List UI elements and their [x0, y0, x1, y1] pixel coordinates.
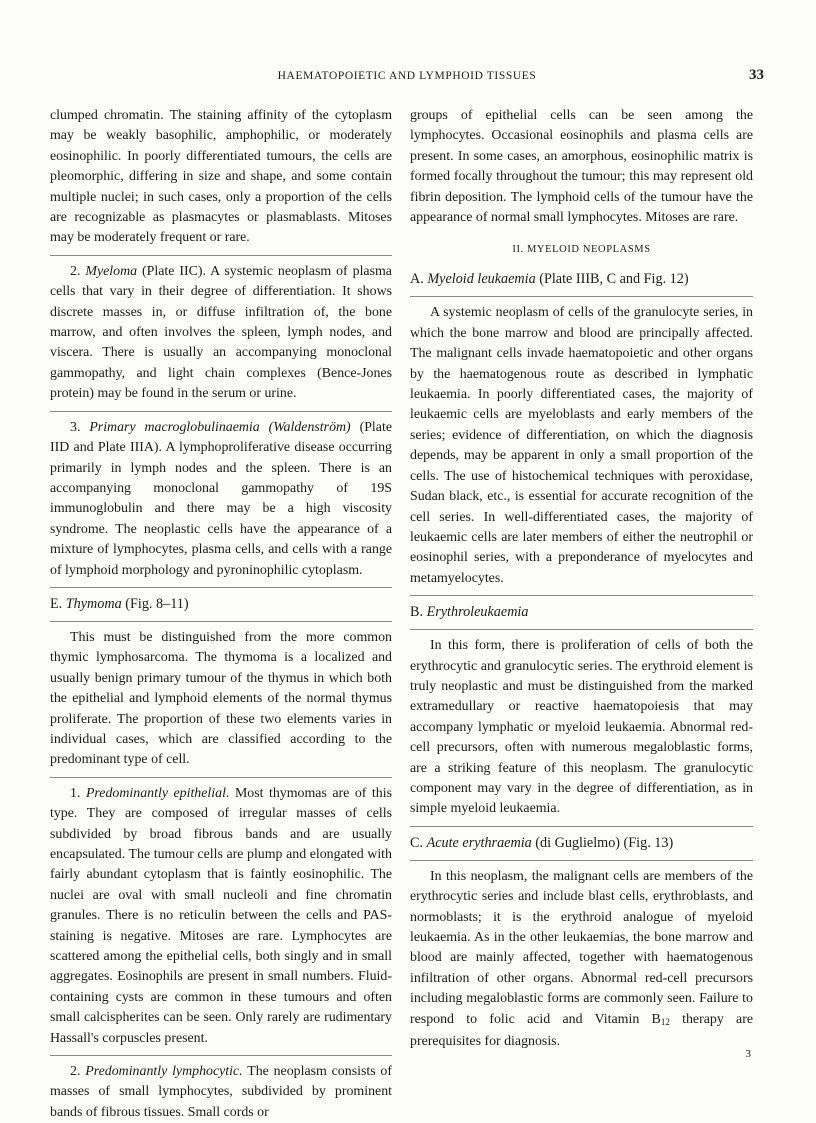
- divider: [50, 411, 392, 412]
- divider: [50, 255, 392, 256]
- divider: [410, 595, 753, 596]
- paragraph-predominantly-lymphocytic: 2. Predominantly lymphocytic. The neoplasm consists of masses of small lymphocytes, subdivided by prominent bands of fibrous tissues. Small cords or: [50, 1064, 393, 1120]
- paragraph-thymoma: This must be distinguished from the more common thymic lymphosarcoma. The thymoma is a localized and usually benign primary tumour of the thymus in which both the epithelial and lymphoid elements of the normal thymus proliferate. The proportion of these two elements varies in individual cases, which are classified according to the predominant type of cell.: [50, 629, 392, 768]
- paragraph-acute-erythraemia: In this neoplasm, the malignant cells are members of the erythrocytic series and include blast cells, erythroblasts, and normoblasts; it is the erythroid analogue of myeloid leukaemia. As in the other leukaemias, the bone marrow and blood are mainly affected, together with haematogenous infiltration of other organs. Abnormal red-cell precursors including megaloblastic forms are commonly seen. Failure to respond to folic acid and Vitamin $B_{12}$ therapy are prerequisites for diagnosis.: [410, 868, 753, 1050]
- myeloma-title: Myeloma: [85, 263, 138, 279]
- divider: [410, 826, 753, 827]
- paragraph-plasmacytoma-end: clumped chromatin. The staining affinity of the cytoplasm may be weakly basophilic, amphophilic, or moderately eosinophilic. In poorly differentiated tumours, the cells are pleomorphic, differing in size and shape, and some contain multiple nuclei; in such cases, only a proportion of the cells are recognizable as plasmacytes or plasmablasts. Mitoses may be moderately frequent or rare.: [50, 108, 392, 246]
- left-column: [50, 106, 392, 1123]
- heading-erythroleukaemia: B. Erythroleukaemia: [410, 604, 529, 621]
- divider: [410, 629, 753, 630]
- paragraph-erythroleukaemia: In this form, there is proliferation of cells of both the erythrocytic and granulocytic series. The erythroid element is truly neoplastic and must be distinguished from the marked extramedullary or reactive haematopoiesis that may accompany lymphatic or myeloid leukaemia. Abnormal red-cell precursors, often with numerous megaloblastic forms, are a striking feature of this neoplasm. The granulocytic component may vary in the degree of differentiation, as in simple myeloid leukaemia.: [410, 638, 753, 817]
- heading-acute-erythraemia: C. Acute erythraemia (di Guglielmo) (Fig. 13): [410, 834, 674, 851]
- paragraph-lymphocytic-end: groups of epithelial cells can be seen among the lymphocytes. Occasional eosinophils and plasma cells are present. In some cases, an amorphous, eosinophilic matrix is formed focally throughout the tumour; this may represent old fibrin deposition. The lymphoid cells of the tumour have the appearance of normal small lymphocytes. Mitoses are rare.: [410, 108, 753, 226]
- right-column: [410, 106, 753, 1052]
- divider: [50, 587, 392, 588]
- divider: [50, 621, 392, 622]
- running-head: HAEMATOPOIETIC AND LYMPHOID TISSUES: [277, 70, 537, 82]
- paragraph-macroglobulinaemia: 3. Primary macroglobulinaemia (Waldenström) (Plate IID and Plate IIIA). A lymphoproliferative disease occurring primarily in lymph nodes and the spleen. There is an accompanying monoclonal gammopathy of 19S immunoglobulin and there may be a high viscosity syndrome. The neoplastic cells have the appearance of a mixture of lymphocytes, plasma cells, and cells with a range of lymphoid morphology and pyroninophilic cytoplasm.: [50, 419, 392, 578]
- divider: [50, 1055, 392, 1056]
- heading-myeloid-leukaemia: A. Myeloid leukaemia (Plate IIIB, C and Fig. 12): [410, 271, 689, 288]
- section-heading-myeloid: II. MYELOID NEOPLASMS: [512, 244, 651, 256]
- paragraph-myeloid-leukaemia: A systemic neoplasm of cells of the granulocyte series, in which the bone marrow and blood are principally affected. The malignant cells invade haematopoietic and other organs by the haematogenous route as described in lymphatic leukaemia. In poorly differentiated cases, the majority of leukaemic cells are myeloblasts and early members of the series; evidence of differentiation, on which the diagnosis depends, may be apparent in only a small proportion of the cells. The use of histochemical techniques with peroxidase, Sudan black, etc., is essential for accurate recognition of the cell series. In well-differentiated cases, the majority of leukaemic cells are later members of either the neutrophil or eosinophil series, with a preponderance of myelocytes and metamyelocytes.: [410, 305, 753, 586]
- divider: [50, 777, 392, 778]
- paragraph-myeloma: 2. Myeloma (Plate IIC). A systemic neoplasm of plasma cells that vary in their degree of differentiation. It shows discrete masses in, or diffuse infiltration of, the bone marrow, and often involves the spleen, lymph nodes, and viscera. There is usually an accompanying monoclonal gammopathy, and light chain complexes (Bence-Jones protein) may be found in the serum or urine.: [50, 263, 392, 402]
- paragraph-predominantly-epithelial: 1. Predominantly epithelial. Most thymomas are of this type. They are composed of irregular masses of cells subdivided by broad fibrous bands and are usually encapsulated. The tumour cells are plump and elongated with fairly abundant cytoplasm that is faintly eosinophilic. The nuclei are oval with small nucleoli and fine chromatin granules. There is no reticulin between the cells and PAS-staining is negative. Mitoses are rare. Lymphocytes are scattered among the epithelial cells, both singly and in small aggregates. Eosinophils are present in small numbers. Fluid-containing cysts are common in these tumours and often small calcispherites can be seen. Only rarely are rudimentary Hassall's corpuscles present.: [50, 785, 392, 1046]
- divider: [410, 296, 753, 297]
- heading-thymoma: E. Thymoma (Fig. 8–11): [50, 595, 189, 612]
- page-number: 33: [749, 67, 764, 83]
- divider: [410, 860, 753, 861]
- footer-page-mark: 3: [745, 1048, 751, 1060]
- macroglobulinaemia-title: Primary macroglobulinaemia (Waldenström): [89, 419, 351, 435]
- page-header: [50, 68, 764, 90]
- subscript-12: 12: [660, 1016, 670, 1027]
